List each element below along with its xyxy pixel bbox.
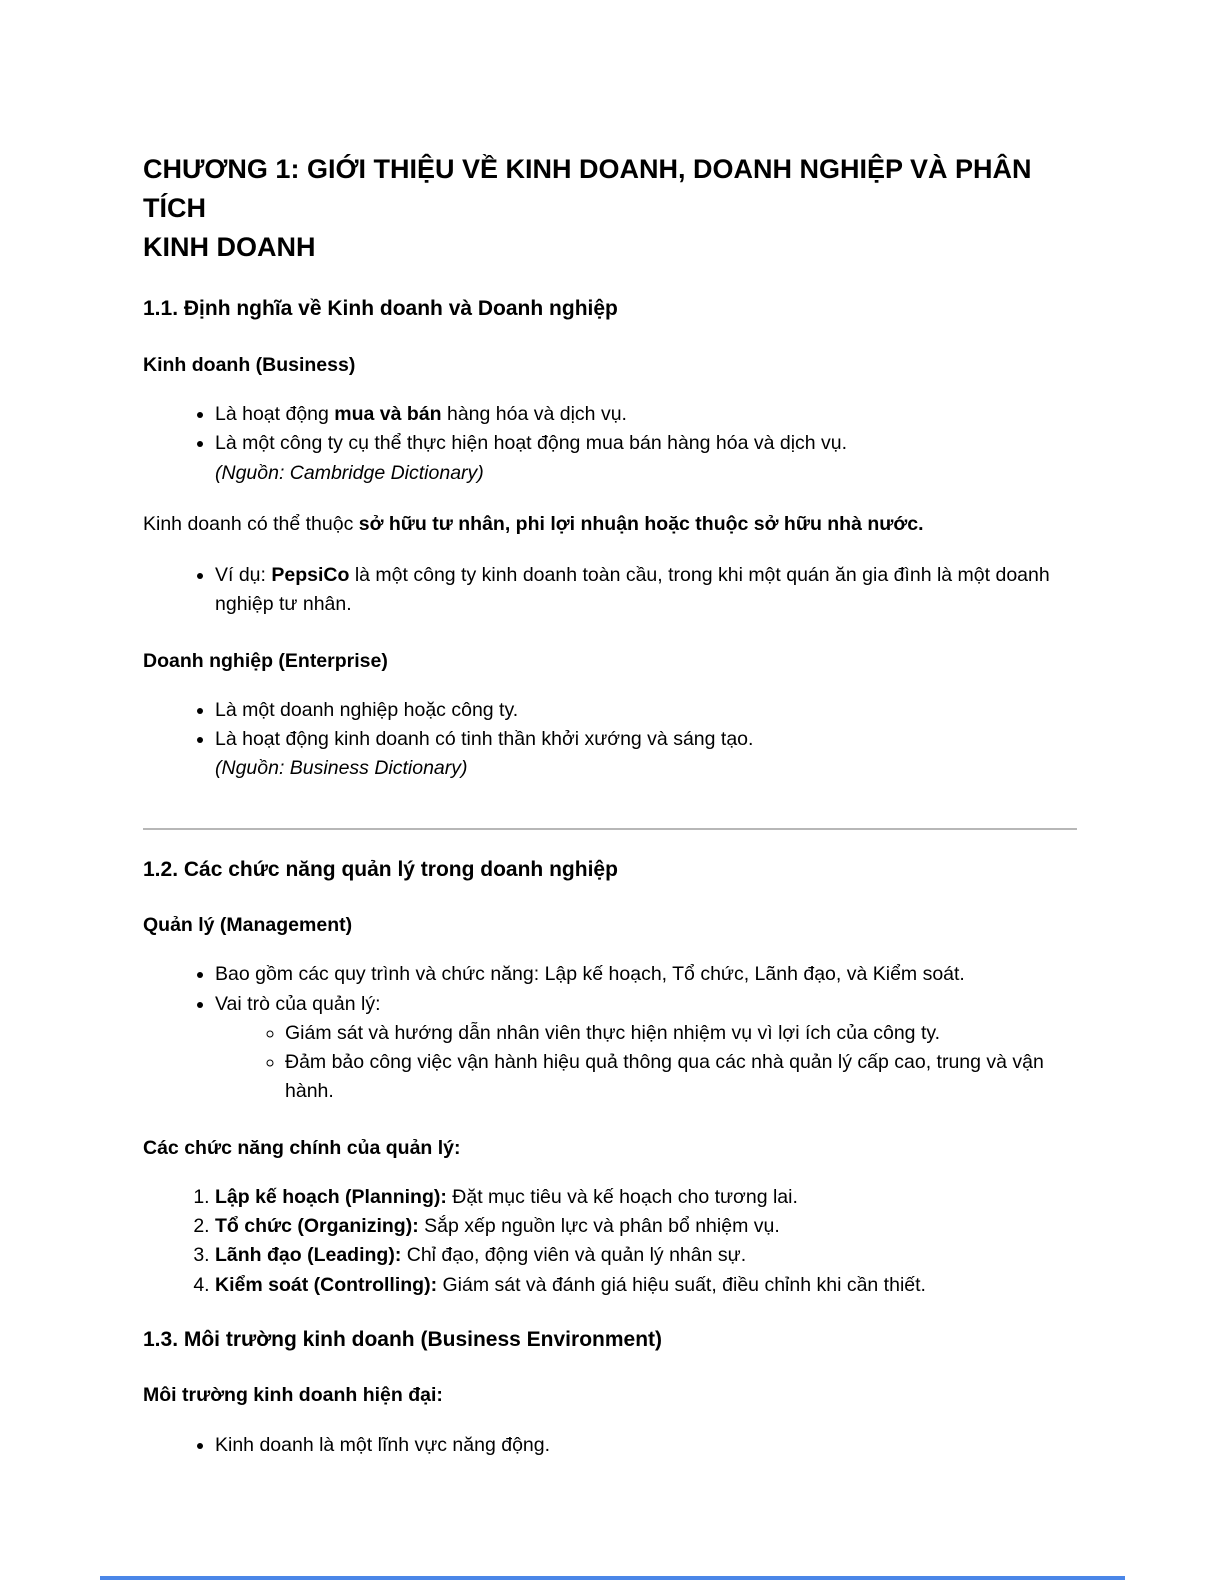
text-segment: Môi trường kinh doanh hiện đại: <box>143 1384 443 1407</box>
list-item <box>215 561 1077 620</box>
section-1-3-heading <box>143 1326 1077 1354</box>
text-segment: Đặt mục tiêu và kế hoạch cho tương lai. <box>446 1185 798 1208</box>
list-item <box>285 1048 1077 1107</box>
environment-bullets <box>143 1431 1077 1460</box>
text-segment: Giám sát và đánh giá hiệu suất, điều chỉnh khi cần thiết. <box>437 1273 926 1296</box>
list-item <box>215 429 1077 488</box>
list-item <box>215 1212 1077 1241</box>
text-segment: mua và bán <box>334 403 442 426</box>
text-segment: KINH DOANH <box>143 232 316 263</box>
list-item <box>285 1019 1077 1048</box>
text-segment: 1.3. Môi trường kinh doanh (Business Environment) <box>143 1327 663 1351</box>
enterprise-bullets <box>143 696 1077 784</box>
text-segment: Đảm bảo công việc vận hành hiệu quả thông qua các nhà quản lý cấp cao, trung và vận hành. <box>285 1051 1044 1103</box>
management-heading <box>143 912 1077 938</box>
environment-heading <box>143 1382 1077 1408</box>
text-segment: Kiểm soát (Controlling): <box>215 1273 438 1296</box>
text-segment: Lập kế hoạch (Planning): <box>215 1185 447 1208</box>
text-segment: Kinh doanh là một lĩnh vực năng động. <box>215 1433 551 1456</box>
text-segment: (Nguồn: Business Dictionary) <box>215 757 468 780</box>
bottom-blue-divider <box>100 1576 1125 1580</box>
list-item <box>215 990 1077 1107</box>
text-segment: Vai trò của quản lý: <box>215 992 381 1015</box>
business-heading <box>143 352 1077 378</box>
functions-heading <box>143 1135 1077 1161</box>
text-segment: Bao gồm các quy trình và chức năng: Lập kế hoạch, Tổ chức, Lãnh đạo, và Kiểm soát. <box>215 963 965 986</box>
text-segment: 1.2. Các chức năng quản lý trong doanh nghiệp <box>143 857 618 881</box>
section-1-1-heading <box>143 295 1077 323</box>
text-segment: Giám sát và hướng dẫn nhân viên thực hiện nhiệm vụ vì lợi ích của công ty. <box>285 1021 941 1044</box>
text-segment: sở hữu tư nhân, phi lợi nhuận hoặc thuộc sở hữu nhà nước. <box>358 512 924 535</box>
text-segment: PepsiCo <box>271 564 350 587</box>
text-segment: là một công ty kinh doanh toàn cầu, trong khi một quán ăn gia đình là một doanh nghiệp tư nhân. <box>215 564 1050 616</box>
list-item <box>215 1183 1077 1212</box>
text-segment: Các chức năng chính của quản lý: <box>143 1136 461 1159</box>
sub-bullet-list <box>215 1019 1077 1107</box>
text-segment: Kinh doanh (Business) <box>143 353 356 376</box>
text-segment: Chỉ đạo, động viên và quản lý nhân sự. <box>401 1244 747 1267</box>
text-segment: Kinh doanh có thể thuộc <box>143 512 359 535</box>
list-item <box>215 1431 1077 1460</box>
text-segment: Là hoạt động kinh doanh có tinh thần khởi xướng và sáng tạo. <box>215 728 754 751</box>
text-segment: Doanh nghiệp (Enterprise) <box>143 649 388 672</box>
example-bullets <box>143 561 1077 620</box>
management-bullets <box>143 960 1077 1106</box>
ownership-paragraph <box>143 510 1077 539</box>
section-divider <box>143 828 1077 830</box>
business-bullets <box>143 400 1077 488</box>
text-segment: Sắp xếp nguồn lực và phân bổ nhiệm vụ. <box>418 1215 780 1238</box>
text-segment: Là hoạt động <box>215 403 335 426</box>
text-segment: Là một doanh nghiệp hoặc công ty. <box>215 698 519 721</box>
list-item <box>215 696 1077 725</box>
list-item <box>215 1241 1077 1270</box>
text-segment: Ví dụ: <box>215 564 272 587</box>
text-segment: (Nguồn: Cambridge Dictionary) <box>215 461 484 484</box>
text-segment: Tổ chức (Organizing): <box>215 1215 419 1238</box>
text-segment: Lãnh đạo (Leading): <box>215 1244 402 1267</box>
list-item <box>215 960 1077 989</box>
text-segment: 1.1. Định nghĩa về Kinh doanh và Doanh nghiệp <box>143 297 618 321</box>
section-1-2-heading <box>143 856 1077 884</box>
enterprise-heading <box>143 648 1077 674</box>
text-segment: Quản lý (Management) <box>143 913 353 936</box>
chapter-title <box>143 150 1077 267</box>
functions-numbered-list <box>143 1183 1077 1300</box>
text-segment: Là một công ty cụ thể thực hiện hoạt động mua bán hàng hóa và dịch vụ. <box>215 432 848 455</box>
text-segment: CHƯƠNG 1: GIỚI THIỆU VỀ KINH DOANH, DOANH NGHIỆP VÀ PHÂN TÍCH <box>143 154 1032 224</box>
list-item <box>215 725 1077 784</box>
list-item <box>215 1271 1077 1300</box>
text-segment: hàng hóa và dịch vụ. <box>441 403 627 426</box>
list-item <box>215 400 1077 429</box>
